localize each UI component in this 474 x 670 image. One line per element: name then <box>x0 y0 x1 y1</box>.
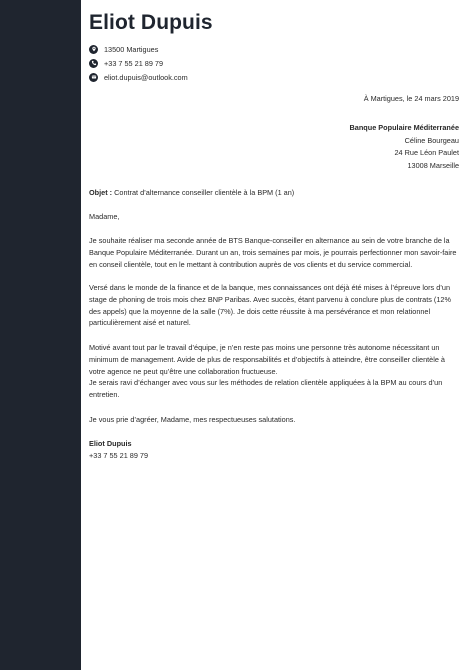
letter-paragraph-1 <box>89 235 461 270</box>
sender-email-row[interactable] <box>89 71 188 83</box>
subject-label: Objet : <box>89 188 113 197</box>
recipient-company: Banque Populaire Méditerranée <box>349 123 459 132</box>
paragraph-text: Motivé avant tout par le travail d’équipe, je n’en reste pas moins une personne très autonome nécessitant un minimum de management. Avide de plus de responsabilités et d’objectifs à atteindre, être conseiller clientèle à votre agence ne peut qu’être une collaboration fructueuse. <box>89 343 445 376</box>
recipient-city: 13008 Marseille <box>407 160 459 170</box>
sidebar-decoration <box>0 0 81 670</box>
sender-name: Eliot Dupuis <box>89 11 213 34</box>
phone-icon <box>89 59 98 68</box>
recipient-person: Céline Bourgeau <box>404 135 459 145</box>
recipient-street: 24 Rue Léon Paulet <box>394 148 459 157</box>
sender-phone-row <box>89 57 163 69</box>
closing-line: Je vous prie d’agréer, Madame, mes respectueuses salutations. <box>89 415 296 424</box>
subject-line <box>89 187 461 199</box>
letter-page <box>81 0 474 670</box>
sender-phone: +33 7 55 21 89 79 <box>104 58 164 68</box>
letter-paragraph-2 <box>89 282 461 329</box>
sender-address-row <box>89 43 158 55</box>
sender-address: 13500 Martigues <box>104 44 159 54</box>
sender-email[interactable]: eliot.dupuis@outlook.com <box>104 72 188 82</box>
salutation: Madame, <box>89 212 120 221</box>
paragraph-text: Je souhaite réaliser ma seconde année de BTS Banque-conseiller en alternance au sein de votre branche de la Banque Populaire Méditerranée. Durant un an, trois semaines par mois, je pourrais perfectionner mon savoir-faire en conseil clientèle, tout en le mettant à contribution auprès de vos clients et du service commercial. <box>89 236 457 269</box>
signature-block <box>89 438 461 462</box>
subject-text: Contrat d’alternance conseiller clientèle à la BPM (1 an) <box>114 188 295 197</box>
recipient-block <box>350 122 459 172</box>
paragraph-text: Versé dans le monde de la finance et de la banque, mes connaissances ont déjà été mises à l’épreuve lors d’un stage de phoning de trois mois chez BNP Paribas. Avec succès, étant parvenu à conclure plus de contrats (12% des appels) que la moyenne de la salle (7%). Je dois cette réussite à ma persévérance et mon relationnel particulièrement aisé et naturel. <box>89 283 451 328</box>
mail-icon <box>89 73 98 82</box>
letter-paragraph-3 <box>89 342 461 401</box>
signature-name: Eliot Dupuis <box>89 439 132 448</box>
location-icon <box>89 45 98 54</box>
date-line: À Martigues, le 24 mars 2019 <box>363 94 459 103</box>
signature-phone: +33 7 55 21 89 79 <box>89 450 149 460</box>
paragraph-text: Je serais ravi d’échanger avec vous sur les méthodes de relation clientèle appliquées à la BPM au cours d’un entretien. <box>89 378 443 400</box>
